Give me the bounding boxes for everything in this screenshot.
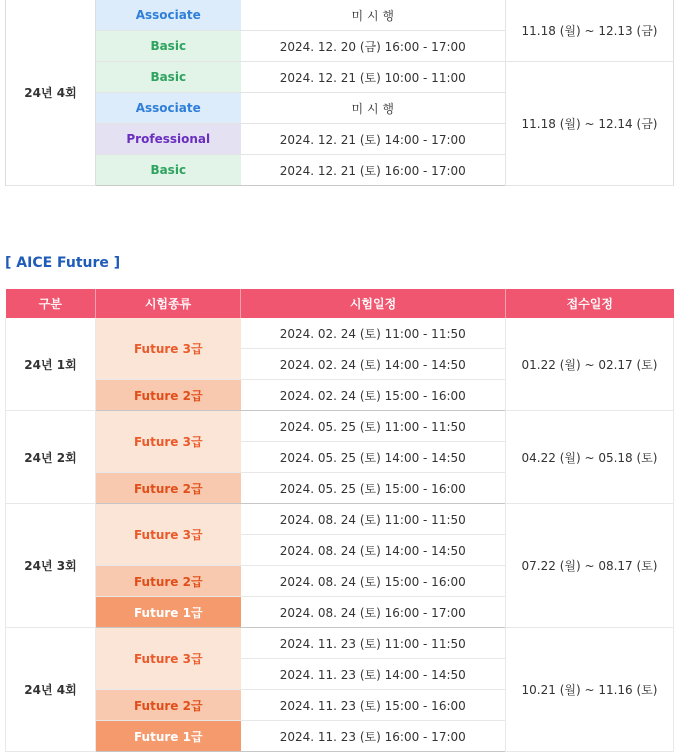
exam-type-cell: Future 2급: [96, 566, 241, 597]
aice-schedule-table: [5, 0, 674, 186]
round-cell: 24년 3회: [6, 504, 96, 628]
header-registration: 접수일정: [506, 289, 674, 318]
exam-type-cell: Basic: [96, 31, 241, 62]
section-title: [ AICE Future ]: [5, 255, 121, 271]
exam-type-cell: Future 2급: [96, 380, 241, 411]
round-cell: 24년 4회: [6, 0, 96, 186]
exam-type-cell: Future 3급: [96, 628, 241, 690]
header-round: 구분: [6, 289, 96, 318]
round-cell: 24년 2회: [6, 411, 96, 504]
exam-type-cell: Associate: [96, 0, 241, 31]
table-header-row: [6, 289, 674, 318]
schedule-cell: 2024. 12. 21 (토) 16:00 - 17:00: [241, 155, 506, 186]
exam-type-cell: Future 3급: [96, 411, 241, 473]
schedule-cell: 2024. 02. 24 (토) 14:00 - 14:50: [241, 349, 506, 380]
registration-cell: 04.22 (월) ~ 05.18 (토): [506, 411, 674, 504]
round-cell: 24년 4회: [6, 628, 96, 752]
schedule-cell: 2024. 02. 24 (토) 15:00 - 16:00: [241, 380, 506, 411]
exam-type-cell: Future 1급: [96, 721, 241, 752]
schedule-cell: 2024. 11. 23 (토) 16:00 - 17:00: [241, 721, 506, 752]
schedule-cell: 2024. 02. 24 (토) 11:00 - 11:50: [241, 318, 506, 349]
exam-type-cell: Future 1급: [96, 597, 241, 628]
schedule-cell: 2024. 08. 24 (토) 14:00 - 14:50: [241, 535, 506, 566]
registration-cell: 01.22 (월) ~ 02.17 (토): [506, 318, 674, 411]
registration-cell: 11.18 (월) ~ 12.14 (금): [506, 62, 674, 186]
exam-type-cell: Future 3급: [96, 318, 241, 380]
schedule-cell: 2024. 11. 23 (토) 11:00 - 11:50: [241, 628, 506, 659]
schedule-cell: 2024. 05. 25 (토) 14:00 - 14:50: [241, 442, 506, 473]
schedule-cell: 미 시 행: [241, 0, 506, 31]
schedule-cell: 2024. 08. 24 (토) 16:00 - 17:00: [241, 597, 506, 628]
header-exam-type: 시험종류: [96, 289, 241, 318]
exam-type-cell: Future 3급: [96, 504, 241, 566]
schedule-cell: 2024. 05. 25 (토) 11:00 - 11:50: [241, 411, 506, 442]
exam-type-cell: Future 2급: [96, 690, 241, 721]
registration-cell: 11.18 (월) ~ 12.13 (금): [506, 0, 674, 62]
schedule-cell: 2024. 08. 24 (토) 15:00 - 16:00: [241, 566, 506, 597]
registration-cell: 10.21 (월) ~ 11.16 (토): [506, 628, 674, 752]
schedule-cell: 미 시 행: [241, 93, 506, 124]
exam-type-cell: Professional: [96, 124, 241, 155]
registration-cell: 07.22 (월) ~ 08.17 (토): [506, 504, 674, 628]
schedule-cell: 2024. 05. 25 (토) 15:00 - 16:00: [241, 473, 506, 504]
exam-type-cell: Basic: [96, 155, 241, 186]
schedule-cell: 2024. 12. 20 (금) 16:00 - 17:00: [241, 31, 506, 62]
schedule-cell: 2024. 12. 21 (토) 10:00 - 11:00: [241, 62, 506, 93]
exam-type-cell: Future 2급: [96, 473, 241, 504]
schedule-cell: 2024. 11. 23 (토) 14:00 - 14:50: [241, 659, 506, 690]
schedule-cell: 2024. 11. 23 (토) 15:00 - 16:00: [241, 690, 506, 721]
exam-type-cell: Basic: [96, 62, 241, 93]
exam-type-cell: Associate: [96, 93, 241, 124]
header-schedule: 시험일정: [241, 289, 506, 318]
round-cell: 24년 1회: [6, 318, 96, 411]
schedule-cell: 2024. 12. 21 (토) 14:00 - 17:00: [241, 124, 506, 155]
aice-future-schedule-table: [5, 289, 674, 752]
schedule-cell: 2024. 08. 24 (토) 11:00 - 11:50: [241, 504, 506, 535]
